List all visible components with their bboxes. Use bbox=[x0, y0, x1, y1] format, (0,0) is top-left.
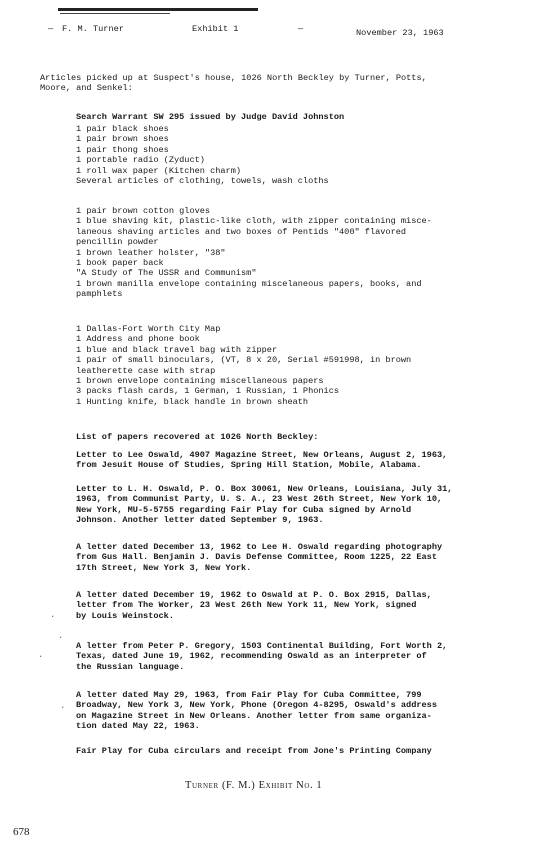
exhibit-caption: Turner (F. M.) Exhibit No. 1 bbox=[185, 780, 323, 791]
header-rule bbox=[58, 8, 258, 11]
intro-paragraph bbox=[40, 73, 427, 94]
paper-line: the Russian language. bbox=[76, 661, 185, 672]
list-item: 1 Hunting knife, black handle in brown sheath bbox=[76, 396, 309, 407]
circulars-line: Fair Play for Cuba circulars and receipt from Jone's Printing Company bbox=[76, 746, 432, 756]
paper-line: 1963, from Communist Party, U. S. A., 23 West 26th Street, New York 10, bbox=[76, 494, 443, 505]
paper-line: tion dated May 22, 1963. bbox=[76, 721, 200, 732]
list-item: leatherette case with strap bbox=[76, 365, 216, 376]
paper-line: A letter from Peter P. Gregory, 1503 Continental Building, Fort Worth 2, bbox=[76, 641, 448, 651]
list-item: 1 blue and black travel bag with zipper bbox=[76, 344, 278, 355]
list-item: "A Study of The USSR and Communism" bbox=[76, 268, 257, 279]
paper-line: Letter to Lee Oswald, 4907 Magazine Street, New Orleans, August 2, 1963, bbox=[76, 450, 448, 460]
paper-entry bbox=[76, 484, 452, 526]
header-dash-right: — bbox=[298, 24, 304, 34]
margin-mark: · bbox=[58, 633, 64, 643]
paper-entry bbox=[76, 641, 447, 672]
list-item: 1 portable radio (Zyduct) bbox=[76, 155, 205, 166]
paper-line: on Magazine Street in New Orleans. Another letter from same organiza- bbox=[76, 710, 432, 721]
list-item: 1 roll wax paper (Kitchen charm) bbox=[76, 165, 242, 176]
list-item: 1 Address and phone book bbox=[76, 334, 200, 345]
list-item: 1 blue shaving kit, plastic-like cloth, with zipper containing misce- bbox=[76, 216, 432, 227]
items-group-3 bbox=[76, 324, 411, 407]
items-group-1 bbox=[76, 124, 329, 186]
paper-entry bbox=[76, 450, 447, 471]
header-author: F. M. Turner bbox=[62, 24, 124, 34]
list-item: 1 brown envelope containing miscellaneous papers bbox=[76, 376, 324, 387]
paper-entry bbox=[76, 542, 442, 573]
intro-line: Moore, and Senkel: bbox=[40, 83, 133, 94]
papers-heading: List of papers recovered at 1026 North Beckley: bbox=[76, 432, 319, 442]
paper-line: Texas, dated June 19, 1962, recommending Oswald as an interpreter of bbox=[76, 651, 427, 662]
paper-line: A letter dated December 13, 1962 to Lee H. Oswald regarding photography bbox=[76, 542, 443, 552]
list-item: pamphlets bbox=[76, 289, 123, 300]
list-item: 1 pair thong shoes bbox=[76, 144, 169, 155]
paper-entry bbox=[76, 690, 437, 732]
paper-line: New York, MU-5-5755 regarding Fair Play for Cuba signed by Arnold bbox=[76, 504, 412, 515]
list-item: 1 pair brown shoes bbox=[76, 134, 169, 145]
list-item: 1 book paper back bbox=[76, 258, 164, 269]
list-item: 1 pair of small binoculars, (VT, 8 x 20, Serial #591998, in brown bbox=[76, 355, 412, 366]
list-item: 3 packs flash cards, 1 German, 1 Russian, 1 Phonics bbox=[76, 386, 340, 397]
header-dash-left: — bbox=[48, 24, 54, 34]
paper-line: A letter dated May 29, 1963, from Fair Play for Cuba Committee, 799 bbox=[76, 690, 422, 700]
header-rule-thin bbox=[60, 13, 170, 14]
margin-mark: · bbox=[60, 703, 66, 713]
list-item: 1 pair black shoes bbox=[76, 124, 169, 134]
header-exhibit: Exhibit 1 bbox=[192, 24, 239, 34]
paper-line: Broadway, New York 3, New York, Phone (Oregon 4-8295, Oswald's address bbox=[76, 700, 437, 711]
list-item: 1 brown manilla envelope containing miscelaneous papers, books, and bbox=[76, 278, 422, 289]
paper-entry bbox=[76, 590, 432, 621]
items-group-2 bbox=[76, 206, 432, 300]
list-item: 1 brown leather holster, "38" bbox=[76, 247, 226, 258]
paper-line: from Gus Hall. Benjamin J. Davis Defense Committee, Room 1225, 22 East bbox=[76, 552, 437, 563]
search-warrant-line: Search Warrant SW 295 issued by Judge David Johnston bbox=[76, 112, 345, 122]
list-item: pencillin powder bbox=[76, 237, 159, 248]
intro-line: Articles picked up at Suspect's house, 1026 North Beckley by Turner, Potts, bbox=[40, 73, 427, 83]
page-number: 678 bbox=[13, 826, 30, 838]
margin-mark: · bbox=[50, 612, 56, 622]
list-item: laneous shaving articles and two boxes of Pentids "400" flavored bbox=[76, 226, 407, 237]
paper-line: Letter to L. H. Oswald, P. O. Box 30061, New Orleans, Louisiana, July 31, bbox=[76, 484, 453, 494]
paper-line: A letter dated December 19, 1962 to Oswald at P. O. Box 2915, Dallas, bbox=[76, 590, 432, 600]
list-item: 1 Dallas-Fort Worth City Map bbox=[76, 324, 221, 334]
paper-line: Johnson. Another letter dated September 9, 1963. bbox=[76, 515, 324, 526]
list-item: 1 pair brown cotton gloves bbox=[76, 206, 211, 216]
paper-line: 17th Street, New York 3, New York. bbox=[76, 562, 252, 573]
list-item: Several articles of clothing, towels, wash cloths bbox=[76, 176, 329, 187]
header-date: November 23, 1963 bbox=[356, 28, 444, 38]
margin-mark: · bbox=[38, 652, 44, 662]
paper-line: from Jesuit House of Studies, Spring Hill Station, Mobile, Alabama. bbox=[76, 460, 422, 471]
paper-line: letter from The Worker, 23 West 26th New York 11, New York, signed bbox=[76, 600, 417, 611]
paper-line: by Louis Weinstock. bbox=[76, 610, 174, 621]
